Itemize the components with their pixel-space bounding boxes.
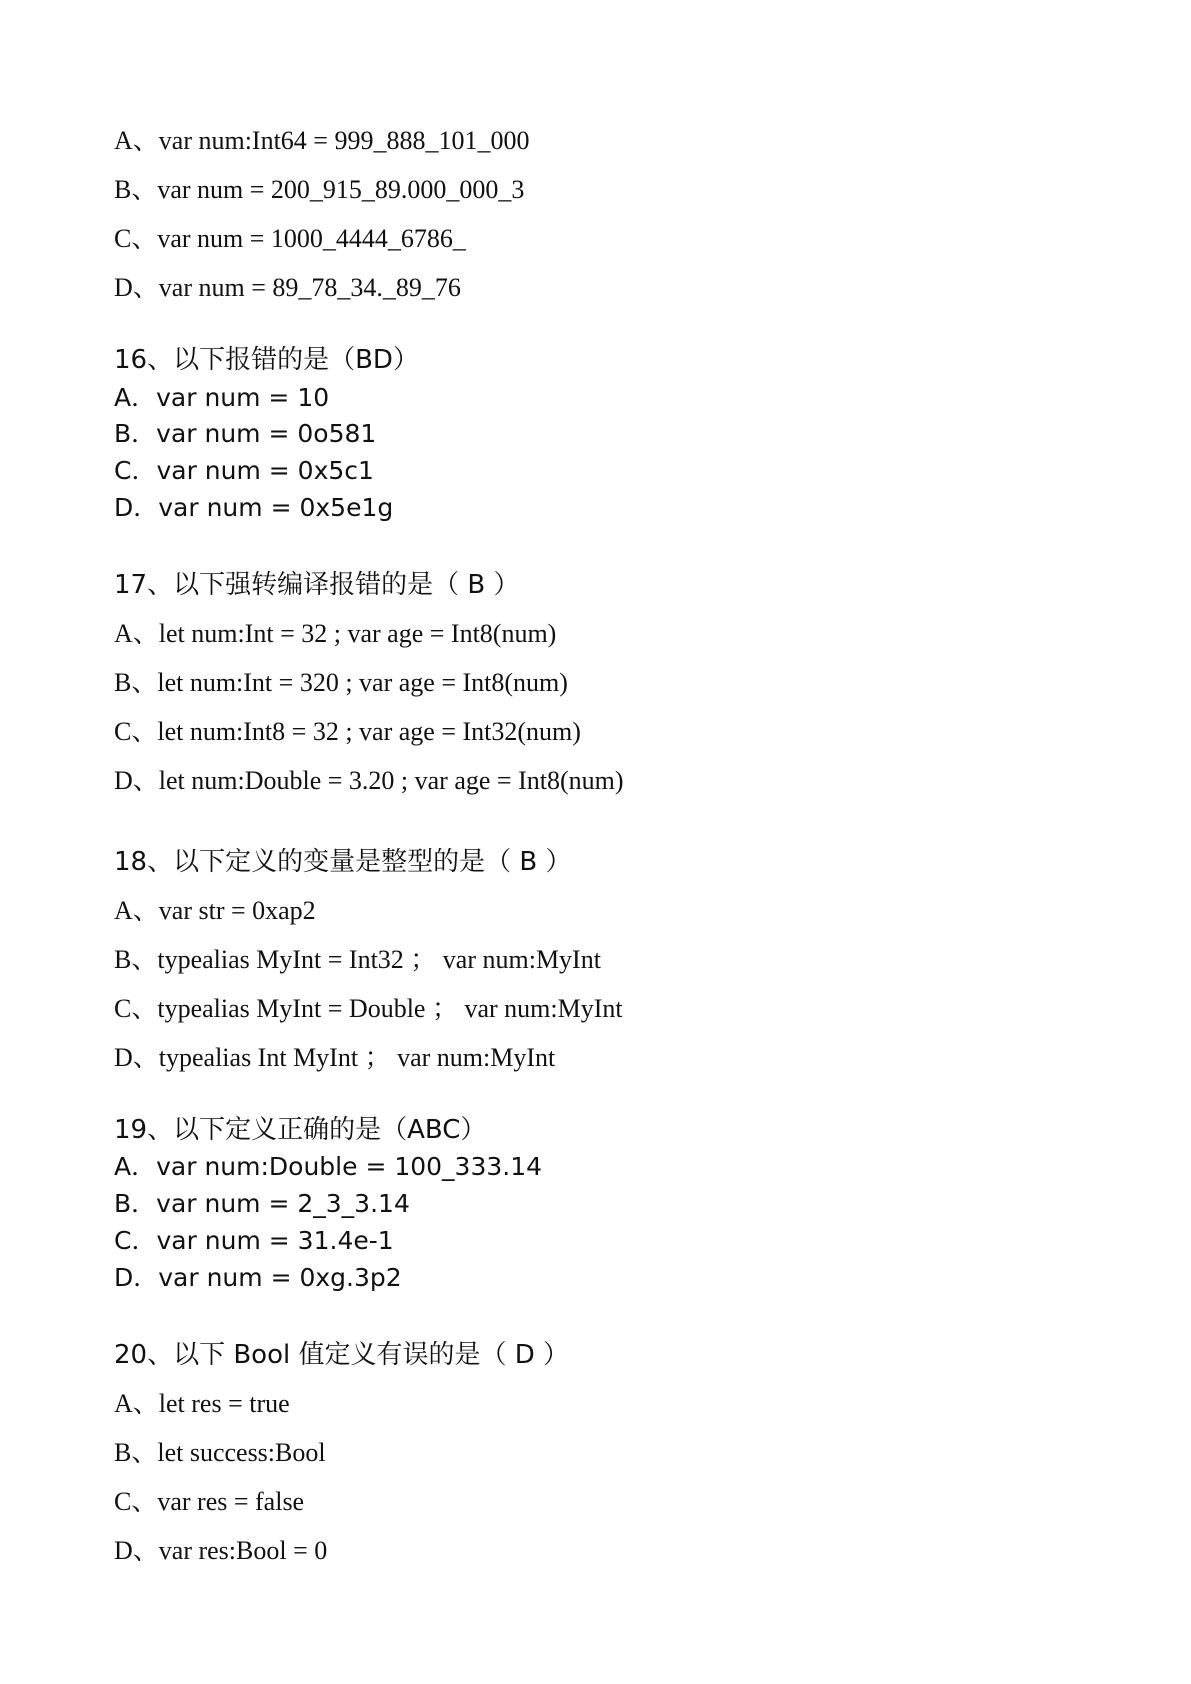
q16-option-d: D．var num = 0x5e1g (114, 493, 394, 522)
q18-option-d: D、typealias Int MyInt ； var num:MyInt (114, 1043, 556, 1072)
q16-option-b: B．var num = 0o581 (114, 419, 377, 448)
q18-title: 18、以下定义的变量是整型的是（ B ） (114, 847, 572, 877)
q15-option-d: D、var num = 89_78_34._89_76 (114, 273, 461, 302)
q19-option-a: A．var num:Double = 100_333.14 (114, 1152, 543, 1181)
q17-option-c: C、let num:Int8 = 32 ; var age = Int32(num) (114, 717, 581, 746)
q18-option-b: B、typealias MyInt = Int32 ； var num:MyInt (114, 945, 601, 974)
q17-option-d: D、let num:Double = 3.20 ; var age = Int8(num) (114, 766, 624, 795)
q20-option-d: D、var res:Bool = 0 (114, 1536, 328, 1565)
q20-option-b: B、let success:Bool (114, 1438, 326, 1467)
q19-option-c: C．var num = 31.4e-1 (114, 1226, 394, 1255)
q19-title: 19、以下定义正确的是（ABC） (114, 1115, 487, 1145)
q16-option-a: A．var num = 10 (114, 383, 330, 412)
q18-option-a: A、var str = 0xap2 (114, 896, 316, 925)
q16-option-c: C．var num = 0x5c1 (114, 456, 374, 485)
q19-option-d: D．var num = 0xg.3p2 (114, 1263, 402, 1292)
q20-title: 20、以下 Bool 值定义有误的是（ D ） (114, 1340, 570, 1370)
q15-option-a: A、var num:Int64 = 999_888_101_000 (114, 126, 530, 155)
q18-option-c: C、typealias MyInt = Double ； var num:MyInt (114, 994, 623, 1023)
q15-option-c: C、var num = 1000_4444_6786_ (114, 224, 466, 253)
q16-title: 16、以下报错的是（BD） (114, 345, 419, 375)
q19-option-b: B．var num = 2_3_3.14 (114, 1189, 410, 1218)
q17-option-b: B、let num:Int = 320 ; var age = Int8(num) (114, 668, 568, 697)
q20-option-a: A、let res = true (114, 1389, 290, 1418)
q17-option-a: A、let num:Int = 32 ; var age = Int8(num) (114, 619, 557, 648)
q17-title: 17、以下强转编译报错的是（ B ） (114, 570, 520, 600)
q15-option-b: B、var num = 200_915_89.000_000_3 (114, 175, 525, 204)
q20-option-c: C、var res = false (114, 1487, 305, 1516)
